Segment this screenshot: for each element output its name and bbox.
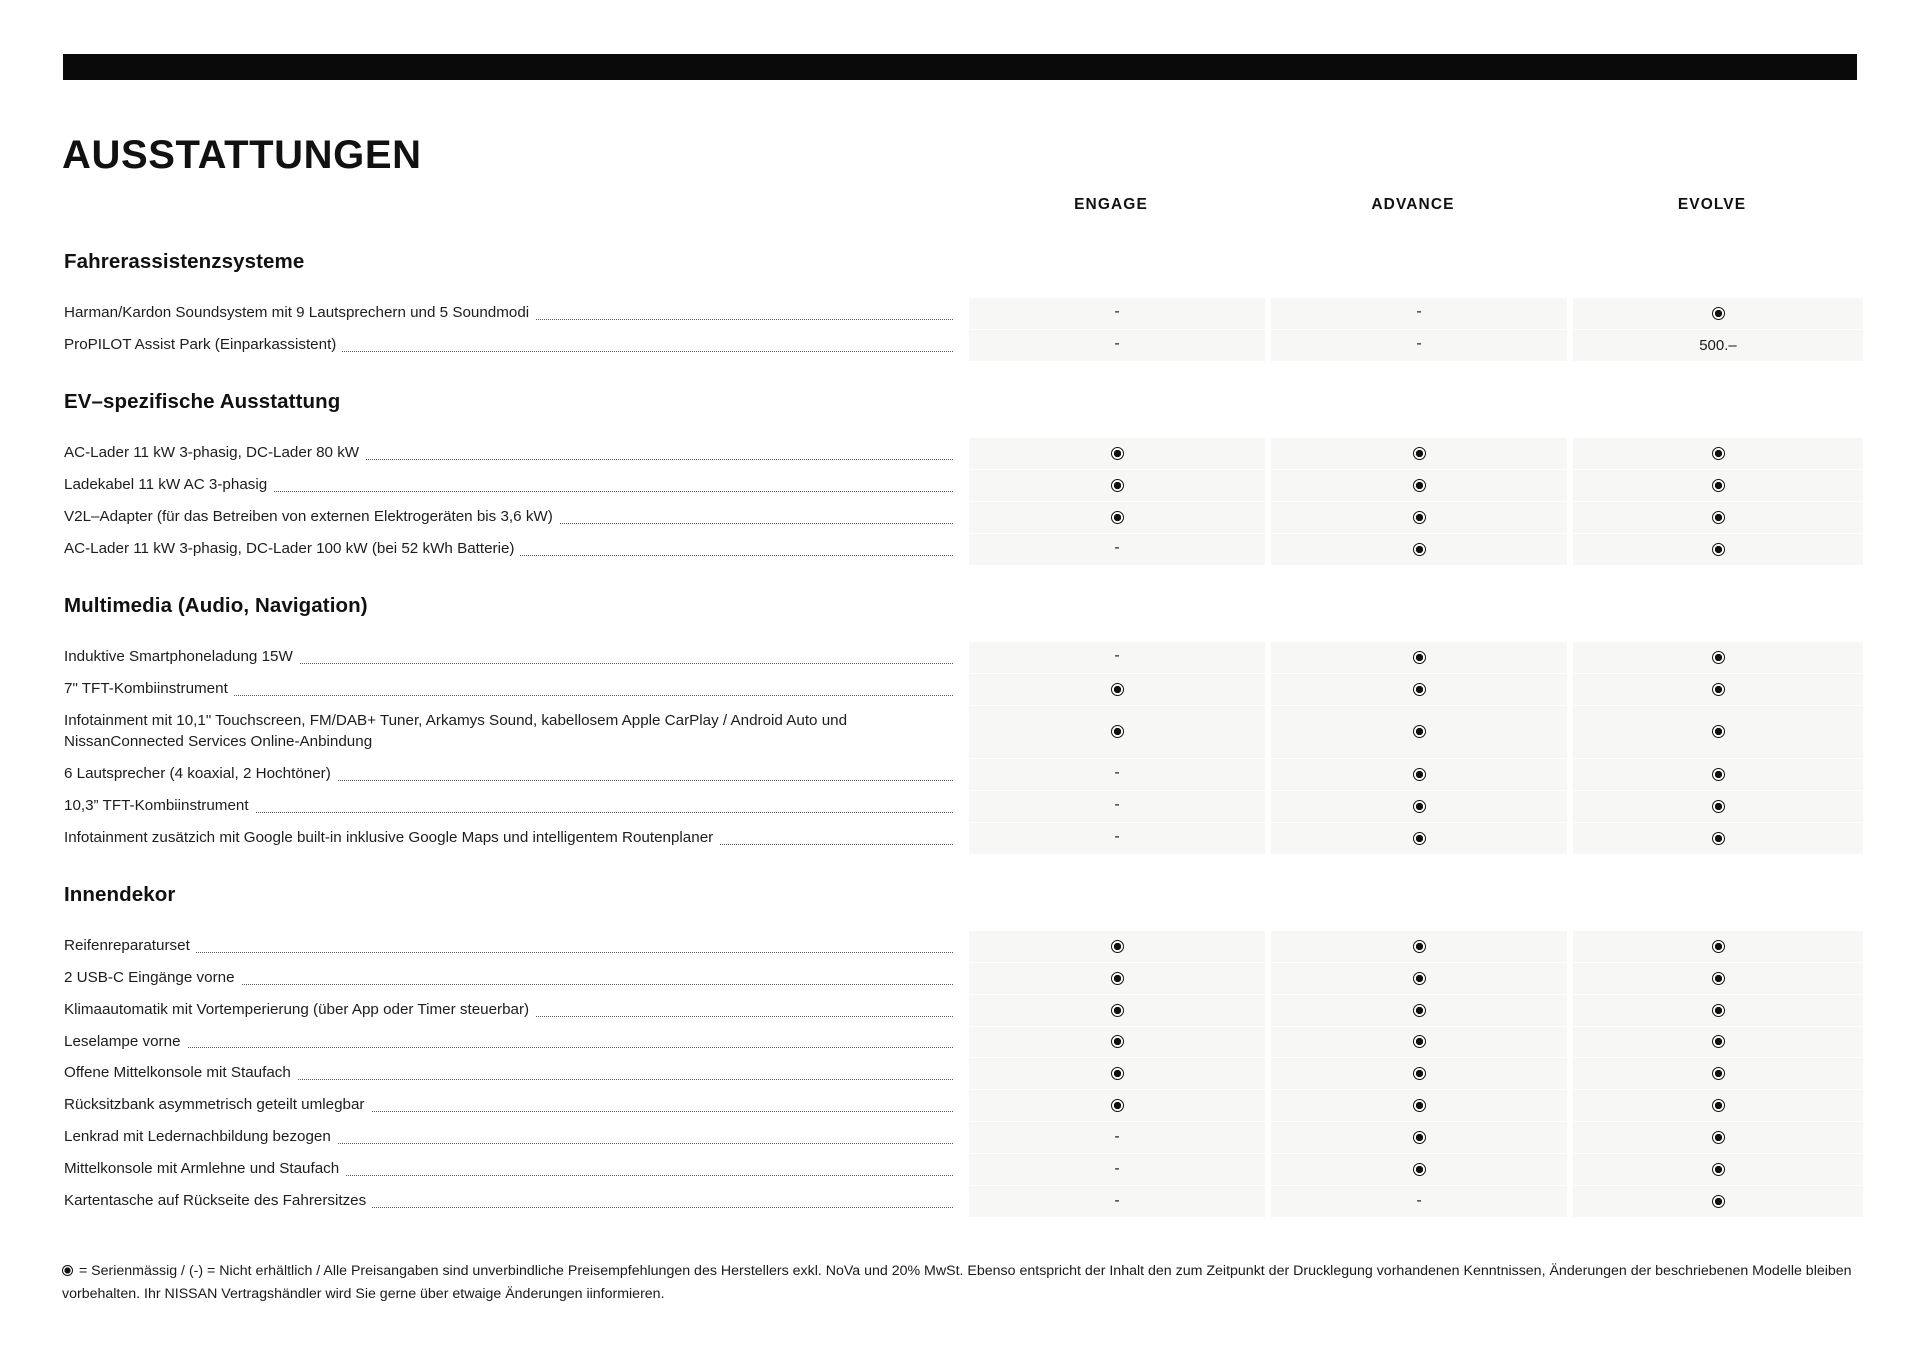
value-cell-engage bbox=[969, 1090, 1265, 1121]
value-cell-evolve bbox=[1573, 534, 1863, 565]
value-cell-advance bbox=[1271, 1186, 1567, 1217]
standard-equipment-icon bbox=[1712, 479, 1725, 492]
table-row bbox=[62, 1122, 1857, 1153]
feature-label: Reifenreparaturset bbox=[64, 937, 196, 954]
standard-equipment-icon bbox=[1712, 1067, 1725, 1080]
price-value: 500.– bbox=[1699, 336, 1737, 354]
value-cell-engage bbox=[969, 706, 1265, 758]
standard-equipment-icon bbox=[1413, 511, 1426, 524]
feature-label-cell bbox=[62, 791, 963, 822]
value-cell-advance bbox=[1271, 502, 1567, 533]
value-cell-engage bbox=[969, 1058, 1265, 1089]
standard-equipment-icon bbox=[1712, 683, 1725, 696]
feature-label-cell bbox=[62, 470, 963, 501]
section-title: Fahrerassistenzsysteme bbox=[64, 250, 305, 273]
standard-equipment-icon bbox=[1712, 800, 1725, 813]
value-cell-advance bbox=[1271, 1090, 1567, 1121]
standard-equipment-icon bbox=[1712, 543, 1725, 556]
not-available-icon: - bbox=[1114, 764, 1120, 782]
value-cell-advance bbox=[1271, 438, 1567, 469]
page-title: AUSSTATTUNGEN bbox=[62, 132, 422, 177]
value-cell-engage bbox=[969, 438, 1265, 469]
feature-label: Rücksitzbank asymmetrisch geteilt umlegbar bbox=[64, 1096, 371, 1113]
value-cell-advance bbox=[1271, 298, 1567, 329]
feature-label: Induktive Smartphoneladung 15W bbox=[64, 648, 299, 665]
standard-equipment-icon bbox=[1413, 1004, 1426, 1017]
feature-label-cell bbox=[62, 298, 963, 329]
sections-container bbox=[62, 234, 1857, 1217]
value-cell-evolve bbox=[1573, 674, 1863, 705]
feature-label: AC-Lader 11 kW 3-phasig, DC-Lader 100 kW (bei 52 kWh Batterie) bbox=[64, 540, 520, 557]
value-cell-evolve bbox=[1573, 1058, 1863, 1089]
value-cell-evolve bbox=[1573, 706, 1863, 758]
feature-label-cell bbox=[62, 995, 963, 1026]
standard-equipment-icon bbox=[1712, 972, 1725, 985]
value-cell-evolve bbox=[1573, 791, 1863, 822]
standard-equipment-icon bbox=[1413, 768, 1426, 781]
section bbox=[62, 566, 1857, 854]
standard-equipment-icon bbox=[1712, 1099, 1725, 1112]
section-title: Multimedia (Audio, Navigation) bbox=[64, 593, 368, 617]
standard-equipment-icon bbox=[1712, 447, 1725, 460]
feature-label: Offene Mittelkonsole mit Staufach bbox=[64, 1064, 297, 1081]
value-cell-evolve bbox=[1573, 438, 1863, 469]
value-cell-evolve bbox=[1573, 1154, 1863, 1185]
value-cell-advance bbox=[1271, 963, 1567, 994]
value-cell-evolve bbox=[1573, 1186, 1863, 1217]
legend-standard-icon bbox=[62, 1265, 73, 1276]
table-row bbox=[62, 823, 1857, 854]
standard-equipment-icon bbox=[1111, 940, 1124, 953]
value-cell-evolve bbox=[1573, 330, 1863, 361]
feature-label: Klimaautomatik mit Vortemperierung (über App oder Timer steuerbar) bbox=[64, 1001, 535, 1018]
value-cell-advance bbox=[1271, 330, 1567, 361]
section-title: Innendekor bbox=[64, 882, 176, 906]
value-cell-advance bbox=[1271, 1058, 1567, 1089]
feature-label-inner bbox=[64, 1191, 963, 1212]
table-row bbox=[62, 931, 1857, 962]
value-cell-advance bbox=[1271, 931, 1567, 962]
table-row bbox=[62, 642, 1857, 673]
dot-leader bbox=[64, 1047, 953, 1048]
value-cell-engage bbox=[969, 791, 1265, 822]
value-cell-engage bbox=[969, 823, 1265, 854]
feature-label-cell bbox=[62, 823, 963, 854]
standard-equipment-icon bbox=[1712, 1163, 1725, 1176]
feature-label-inner bbox=[64, 1159, 963, 1180]
standard-equipment-icon bbox=[1413, 543, 1426, 556]
value-cell-evolve bbox=[1573, 995, 1863, 1026]
section-title: EV–spezifische Ausstattung bbox=[64, 389, 341, 413]
feature-label-inner bbox=[64, 1032, 963, 1053]
standard-equipment-icon bbox=[1413, 972, 1426, 985]
standard-equipment-icon bbox=[1712, 768, 1725, 781]
feature-label-cell bbox=[62, 502, 963, 533]
feature-label: Leselampe vorne bbox=[64, 1033, 187, 1050]
equipment-table bbox=[62, 190, 1857, 1218]
feature-label-cell bbox=[62, 330, 963, 361]
feature-label-inner bbox=[64, 1095, 963, 1116]
value-cell-advance bbox=[1271, 706, 1567, 758]
not-available-icon: - bbox=[1114, 647, 1120, 665]
not-available-icon: - bbox=[1416, 303, 1422, 321]
not-available-icon: - bbox=[1114, 828, 1120, 846]
value-cell-advance bbox=[1271, 534, 1567, 565]
footnote-text: = Serienmässig / (-) = Nicht erhältlich / Alle Preisangaben sind unverbindliche Preisempfehlungen des Herstellers exkl. NoVa und 20% MwSt. Ebenso entspricht der Inhalt den zum Zeitpunkt der Drucklegung vorhandenen Kenntnissen, Änderungen der beschriebenen Modelle bleiben vorbehalten. Ihr NISSAN Vertragshändler wird Sie gerne über etwaige Änderungen iinformieren. bbox=[62, 1263, 1852, 1302]
column-header-row bbox=[62, 190, 1857, 234]
value-cell-engage bbox=[969, 759, 1265, 790]
not-available-icon: - bbox=[1114, 1191, 1120, 1209]
table-row bbox=[62, 791, 1857, 822]
header-rule bbox=[63, 54, 1857, 80]
value-cell-advance bbox=[1271, 642, 1567, 673]
feature-label: Kartentasche auf Rückseite des Fahrersitzes bbox=[64, 1192, 372, 1209]
value-cell-engage bbox=[969, 298, 1265, 329]
table-row bbox=[62, 1090, 1857, 1121]
feature-label-inner bbox=[64, 443, 963, 464]
standard-equipment-icon bbox=[1111, 479, 1124, 492]
feature-label-inner bbox=[64, 679, 963, 700]
feature-label-inner bbox=[64, 1127, 963, 1148]
feature-label-inner bbox=[64, 303, 963, 324]
value-cell-advance bbox=[1271, 1122, 1567, 1153]
standard-equipment-icon bbox=[1712, 307, 1725, 320]
standard-equipment-icon bbox=[1413, 651, 1426, 664]
not-available-icon: - bbox=[1416, 335, 1422, 353]
table-row bbox=[62, 330, 1857, 361]
feature-label-cell bbox=[62, 1027, 963, 1058]
feature-label-cell bbox=[62, 1058, 963, 1089]
table-row bbox=[62, 759, 1857, 790]
table-row bbox=[62, 674, 1857, 705]
standard-equipment-icon bbox=[1111, 1099, 1124, 1112]
table-row bbox=[62, 1154, 1857, 1185]
value-cell-engage bbox=[969, 1154, 1265, 1185]
feature-label-cell bbox=[62, 706, 963, 758]
standard-equipment-icon bbox=[1712, 1004, 1725, 1017]
dot-leader bbox=[64, 952, 953, 953]
feature-label: Infotainment mit 10,1" Touchscreen, FM/DAB+ Tuner, Arkamys Sound, kabellosem Apple CarPlay / Android Auto und NissanConnected Services Online-Anbindung bbox=[64, 711, 848, 750]
standard-equipment-icon bbox=[1111, 972, 1124, 985]
standard-equipment-icon bbox=[1111, 1067, 1124, 1080]
standard-equipment-icon bbox=[1712, 651, 1725, 664]
value-cell-engage bbox=[969, 931, 1265, 962]
feature-label-cell bbox=[62, 931, 963, 962]
section-rows bbox=[62, 438, 1857, 565]
feature-label-inner bbox=[64, 764, 963, 785]
feature-label-inner bbox=[64, 711, 963, 753]
not-available-icon: - bbox=[1114, 1159, 1120, 1177]
feature-label: AC-Lader 11 kW 3-phasig, DC-Lader 80 kW bbox=[64, 444, 365, 461]
feature-label: 6 Lautsprecher (4 koaxial, 2 Hochtöner) bbox=[64, 765, 337, 782]
feature-label: 7" TFT-Kombiinstrument bbox=[64, 680, 234, 697]
column-header-engage: ENGAGE bbox=[1074, 196, 1148, 213]
standard-equipment-icon bbox=[1413, 1099, 1426, 1112]
section bbox=[62, 362, 1857, 565]
table-row bbox=[62, 1186, 1857, 1217]
value-cell-evolve bbox=[1573, 963, 1863, 994]
table-row bbox=[62, 1027, 1857, 1058]
feature-label-inner bbox=[64, 335, 963, 356]
value-cell-advance bbox=[1271, 1154, 1567, 1185]
standard-equipment-icon bbox=[1111, 511, 1124, 524]
column-header-advance: ADVANCE bbox=[1371, 196, 1455, 213]
not-available-icon: - bbox=[1114, 796, 1120, 814]
feature-label-cell bbox=[62, 963, 963, 994]
feature-label: ProPILOT Assist Park (Einparkassistent) bbox=[64, 336, 342, 353]
standard-equipment-icon bbox=[1712, 832, 1725, 845]
feature-label-inner bbox=[64, 968, 963, 989]
standard-equipment-icon bbox=[1111, 1035, 1124, 1048]
not-available-icon: - bbox=[1114, 1127, 1120, 1145]
standard-equipment-icon bbox=[1712, 725, 1725, 738]
value-cell-advance bbox=[1271, 674, 1567, 705]
value-cell-evolve bbox=[1573, 502, 1863, 533]
standard-equipment-icon bbox=[1712, 1035, 1725, 1048]
feature-label-cell bbox=[62, 1186, 963, 1217]
feature-label: Mittelkonsole mit Armlehne und Staufach bbox=[64, 1160, 345, 1177]
feature-label-inner bbox=[64, 796, 963, 817]
standard-equipment-icon bbox=[1413, 479, 1426, 492]
table-row bbox=[62, 706, 1857, 758]
feature-label-inner bbox=[64, 1063, 963, 1084]
value-cell-engage bbox=[969, 963, 1265, 994]
value-cell-advance bbox=[1271, 995, 1567, 1026]
value-cell-engage bbox=[969, 330, 1265, 361]
standard-equipment-icon bbox=[1413, 683, 1426, 696]
value-cell-engage bbox=[969, 674, 1265, 705]
value-cell-engage bbox=[969, 1027, 1265, 1058]
table-row bbox=[62, 502, 1857, 533]
standard-equipment-icon bbox=[1413, 1035, 1426, 1048]
value-cell-advance bbox=[1271, 470, 1567, 501]
value-cell-evolve bbox=[1573, 1122, 1863, 1153]
section-rows bbox=[62, 642, 1857, 854]
feature-label-cell bbox=[62, 1122, 963, 1153]
standard-equipment-icon bbox=[1413, 940, 1426, 953]
value-cell-engage bbox=[969, 470, 1265, 501]
feature-label-inner bbox=[64, 1000, 963, 1021]
standard-equipment-icon bbox=[1111, 725, 1124, 738]
value-cell-evolve bbox=[1573, 470, 1863, 501]
feature-label-cell bbox=[62, 1090, 963, 1121]
table-row bbox=[62, 995, 1857, 1026]
value-cell-engage bbox=[969, 642, 1265, 673]
feature-label-inner bbox=[64, 936, 963, 957]
value-cell-engage bbox=[969, 502, 1265, 533]
feature-label-cell bbox=[62, 438, 963, 469]
table-row bbox=[62, 438, 1857, 469]
value-cell-advance bbox=[1271, 791, 1567, 822]
feature-label-cell bbox=[62, 759, 963, 790]
standard-equipment-icon bbox=[1413, 1131, 1426, 1144]
table-row bbox=[62, 298, 1857, 329]
value-cell-advance bbox=[1271, 823, 1567, 854]
standard-equipment-icon bbox=[1413, 832, 1426, 845]
feature-label-cell bbox=[62, 674, 963, 705]
feature-label-inner bbox=[64, 539, 963, 560]
feature-label-cell bbox=[62, 1154, 963, 1185]
value-cell-evolve bbox=[1573, 823, 1863, 854]
value-cell-advance bbox=[1271, 1027, 1567, 1058]
feature-label-inner bbox=[64, 507, 963, 528]
feature-label: Lenkrad mit Ledernachbildung bezogen bbox=[64, 1128, 337, 1145]
section bbox=[62, 234, 1857, 361]
value-cell-evolve bbox=[1573, 298, 1863, 329]
standard-equipment-icon bbox=[1413, 447, 1426, 460]
feature-label: Harman/Kardon Soundsystem mit 9 Lautsprechern und 5 Soundmodi bbox=[64, 304, 535, 321]
value-cell-evolve bbox=[1573, 642, 1863, 673]
feature-label-inner bbox=[64, 475, 963, 496]
standard-equipment-icon bbox=[1712, 1195, 1725, 1208]
table-row bbox=[62, 963, 1857, 994]
value-cell-evolve bbox=[1573, 1090, 1863, 1121]
table-row bbox=[62, 470, 1857, 501]
value-cell-evolve bbox=[1573, 1027, 1863, 1058]
feature-label: Infotainment zusätzich mit Google built-in inklusive Google Maps und intelligentem Routenplaner bbox=[64, 829, 719, 846]
standard-equipment-icon bbox=[1413, 1163, 1426, 1176]
table-row bbox=[62, 534, 1857, 565]
value-cell-engage bbox=[969, 1122, 1265, 1153]
standard-equipment-icon bbox=[1413, 725, 1426, 738]
not-available-icon: - bbox=[1114, 539, 1120, 557]
value-cell-engage bbox=[969, 534, 1265, 565]
standard-equipment-icon bbox=[1712, 940, 1725, 953]
standard-equipment-icon bbox=[1111, 1004, 1124, 1017]
value-cell-engage bbox=[969, 995, 1265, 1026]
feature-label: 10,3” TFT-Kombiinstrument bbox=[64, 797, 255, 814]
section bbox=[62, 855, 1857, 1218]
section-rows bbox=[62, 931, 1857, 1218]
section-rows bbox=[62, 298, 1857, 361]
standard-equipment-icon bbox=[1111, 683, 1124, 696]
value-cell-evolve bbox=[1573, 931, 1863, 962]
standard-equipment-icon bbox=[1712, 511, 1725, 524]
standard-equipment-icon bbox=[1413, 1067, 1426, 1080]
feature-label: Ladekabel 11 kW AC 3-phasig bbox=[64, 476, 273, 493]
feature-label-inner bbox=[64, 647, 963, 668]
feature-label-cell bbox=[62, 534, 963, 565]
standard-equipment-icon bbox=[1111, 447, 1124, 460]
value-cell-engage bbox=[969, 1186, 1265, 1217]
standard-equipment-icon bbox=[1712, 1131, 1725, 1144]
not-available-icon: - bbox=[1416, 1191, 1422, 1209]
standard-equipment-icon bbox=[1413, 800, 1426, 813]
table-row bbox=[62, 1058, 1857, 1089]
value-cell-advance bbox=[1271, 759, 1567, 790]
not-available-icon: - bbox=[1114, 303, 1120, 321]
feature-label-cell bbox=[62, 642, 963, 673]
not-available-icon: - bbox=[1114, 335, 1120, 353]
value-cell-evolve bbox=[1573, 759, 1863, 790]
feature-label: 2 USB-C Eingänge vorne bbox=[64, 969, 241, 986]
feature-label: V2L–Adapter (für das Betreiben von externen Elektrogeräten bis 3,6 kW) bbox=[64, 508, 559, 525]
column-header-evolve: EVOLVE bbox=[1677, 196, 1747, 213]
feature-label-inner bbox=[64, 828, 963, 849]
footnote bbox=[62, 1260, 1852, 1306]
